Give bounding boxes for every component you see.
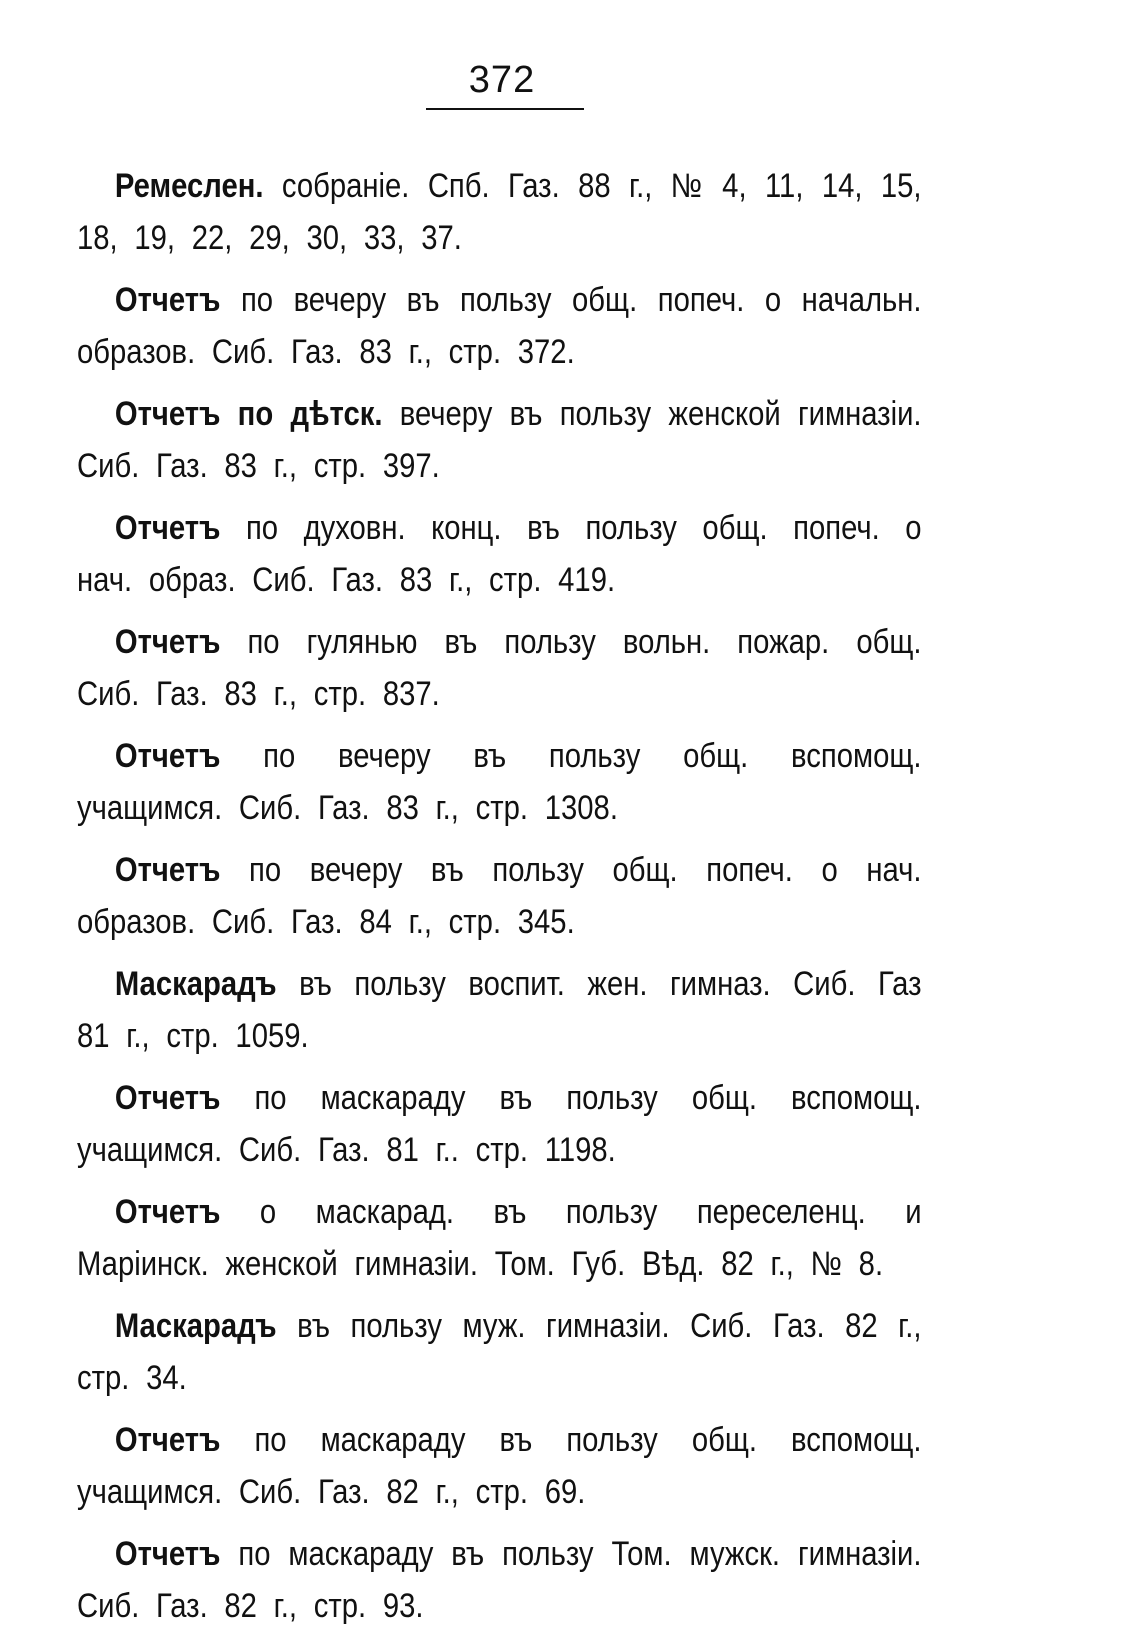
entry <box>77 160 922 264</box>
entry-text: по маскараду въ пользу Том. мужск. гимназіи. Сиб. Газ. 82 г., стр. 93. <box>77 1535 922 1625</box>
entry <box>77 502 922 606</box>
entry-text: собраніе. Спб. Газ. 88 г., № 4, 11, 14, 15, 18, 19, 22, 29, 30, 33, 37. <box>77 167 922 257</box>
entry-text: въ пользу муж. гимназіи. Сиб. Газ. 82 г., стр. 34. <box>77 1307 922 1397</box>
page-number-rule <box>426 108 584 110</box>
entry-text: вечеру въ пользу женской гимназіи. Сиб. Газ. 83 г., стр. 397. <box>77 395 922 485</box>
entry-head: Отчетъ <box>114 851 221 889</box>
entry-list <box>77 160 922 1642</box>
entry-head: Ремеслен. <box>114 167 264 205</box>
entry-head: Отчетъ <box>114 1535 221 1573</box>
entry <box>77 1300 922 1404</box>
entry-text: по вечеру въ пользу общ. попеч. о нач. образов. Сиб. Газ. 84 г., стр. 345. <box>77 851 922 941</box>
entry <box>77 388 922 492</box>
entry <box>77 1186 922 1290</box>
entry <box>77 730 922 834</box>
entry <box>77 958 922 1062</box>
entry-head: Отчетъ <box>114 623 221 661</box>
entry-head: Отчетъ <box>114 1193 221 1231</box>
entry <box>77 1528 922 1632</box>
entry <box>77 844 922 948</box>
entry-text: по маскараду въ пользу общ. вспомощ. учащимся. Сиб. Газ. 82 г., стр. 69. <box>77 1421 922 1511</box>
entry-text: по вечеру въ пользу общ. попеч. о начальн. образов. Сиб. Газ. 83 г., стр. 372. <box>77 281 922 371</box>
entry-head: Отчетъ <box>114 509 221 547</box>
entry <box>77 274 922 378</box>
entry-head: Маскарадъ <box>114 965 277 1003</box>
entry-head: Отчетъ <box>114 737 221 775</box>
entry-text: по гулянью въ пользу вольн. пожар. общ. Сиб. Газ. 83 г., стр. 837. <box>77 623 922 713</box>
entry <box>77 1414 922 1518</box>
entry-head: Отчетъ <box>114 1079 221 1117</box>
entry-text: въ пользу воспит. жен. гимназ. Сиб. Газ 81 г., стр. 1059. <box>77 965 922 1055</box>
entry-text: по вечеру въ пользу общ. вспомощ. учащимся. Сиб. Газ. 83 г., стр. 1308. <box>77 737 922 827</box>
entry-head: Маскарадъ <box>114 1307 277 1345</box>
entry <box>77 1072 922 1176</box>
entry-head: Отчетъ <box>114 281 221 319</box>
entry-text: по маскараду въ пользу общ. вспомощ. учащимся. Сиб. Газ. 81 г.. стр. 1198. <box>77 1079 922 1169</box>
page-number: 372 <box>468 59 536 101</box>
entry <box>77 616 922 720</box>
entry-head: Отчетъ <box>114 1421 221 1459</box>
entry-text: о маскарад. въ пользу переселенц. и Маріинск. женской гимназіи. Том. Губ. Вѣд. 82 г., № 8. <box>77 1193 922 1283</box>
entry-head: Отчетъ по дѣтск. <box>114 395 383 433</box>
entry-text: по духовн. конц. въ пользу общ. попеч. о нач. образ. Сиб. Газ. 83 г., стр. 419. <box>77 509 922 599</box>
